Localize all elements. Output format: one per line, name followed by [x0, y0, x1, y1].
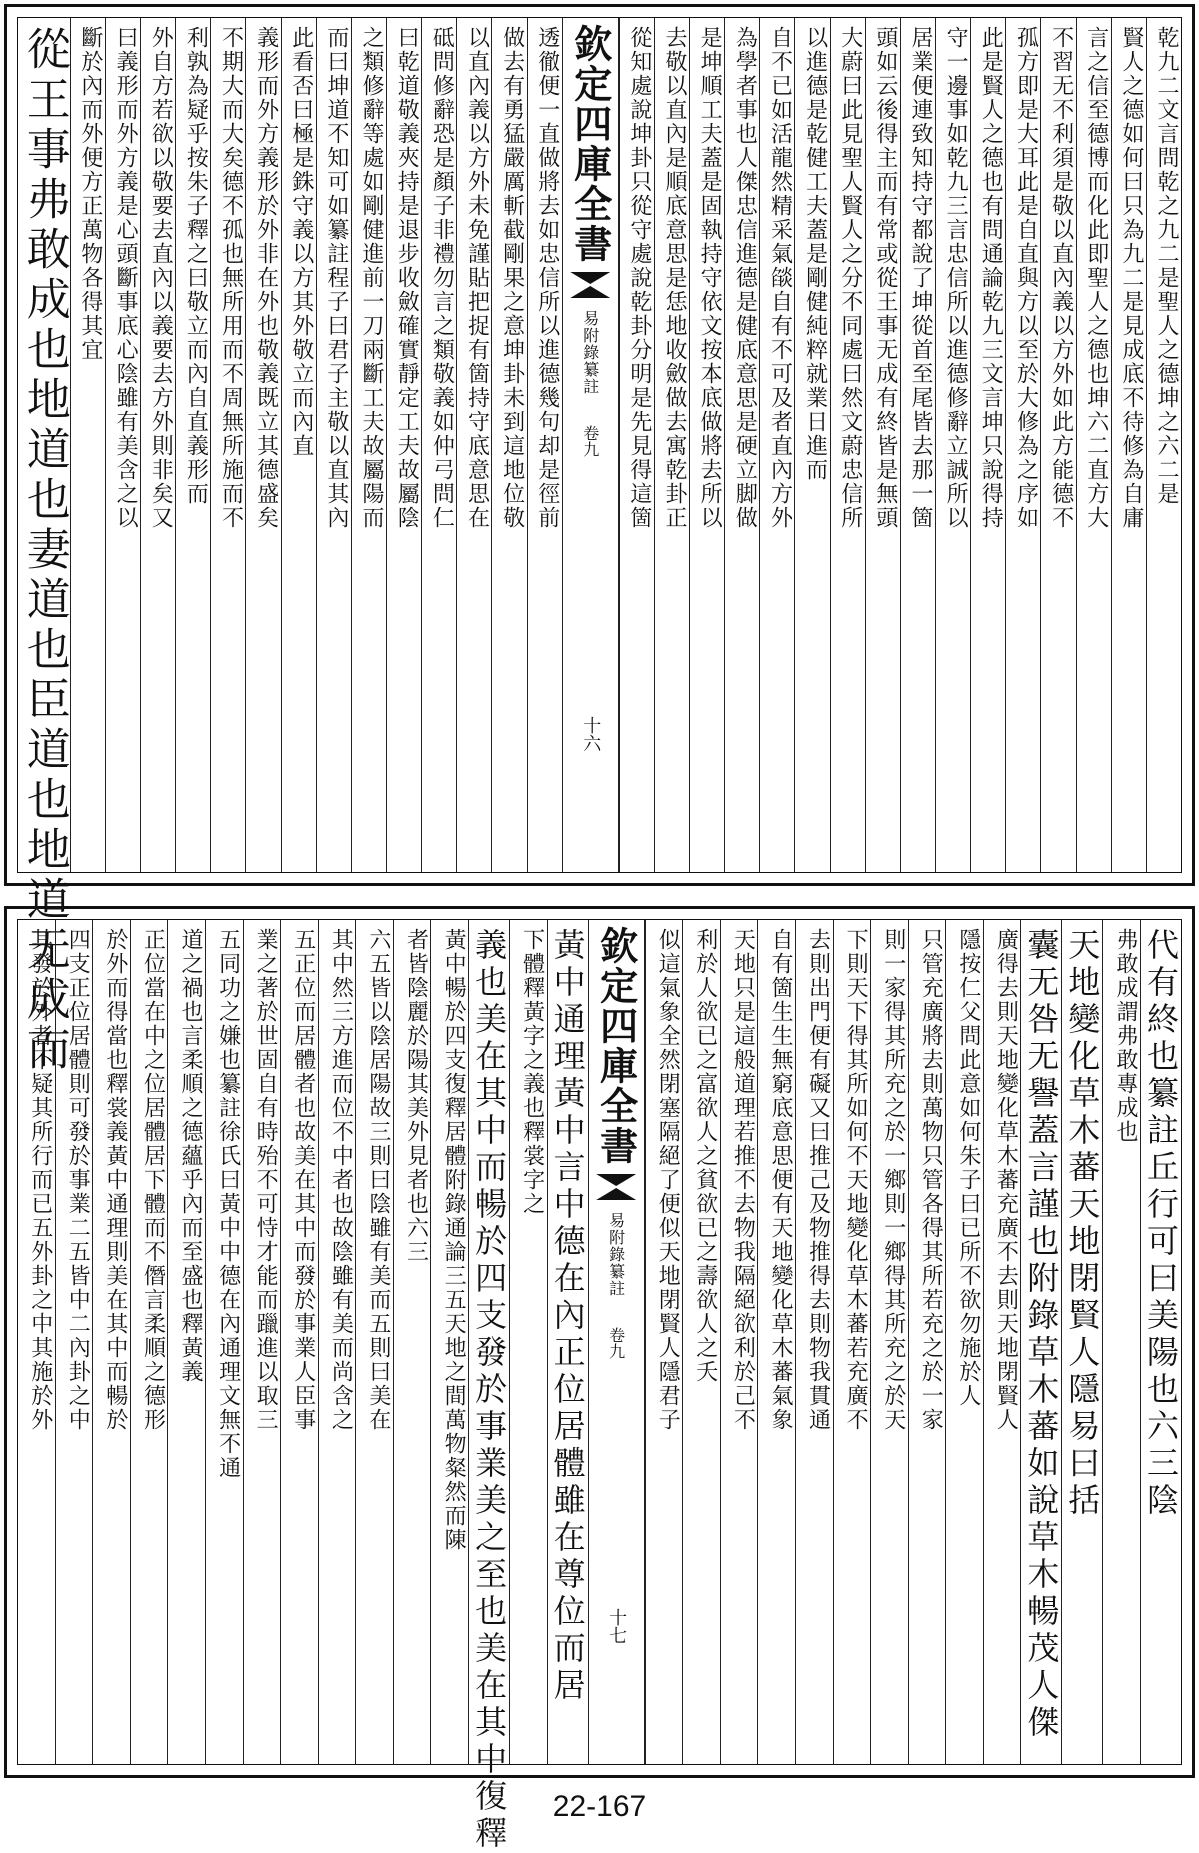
text-column: 其中然三方進而位不中者也故陰雖有美而尚含之 — [318, 920, 356, 1764]
text-column: 頭如云後得主而有常或從王事无成有終皆是無頭 — [865, 18, 900, 872]
text-column: 利孰為疑乎按朱子釋之曰敬立而內自直義形而 — [175, 18, 210, 872]
text-column: 而曰坤道不知可如纂註程子曰君子主敬以直其內 — [316, 18, 351, 872]
text-column: 之類修辭等處如剛健進前一刀兩斷工夫故屬陽而 — [351, 18, 386, 872]
text-column: 乾九二文言問乾之九二是聖人之德坤之六二是 — [1146, 18, 1181, 872]
text-column: 義形而外方義形於外非在外也敬義既立其德盛矣 — [245, 18, 280, 872]
fishtail-ornament-icon — [570, 272, 610, 298]
text-column: 不期大而大矣德不孤也無所用而不周無所施而不 — [210, 18, 245, 872]
text-column: 六五皆以陰居陽故三則曰陰雖有美而五則曰美在 — [355, 920, 393, 1764]
center-fold — [562, 18, 619, 872]
text-column: 透徹便一直做將去如忠信所以進德幾句却是徑前 — [527, 18, 562, 872]
text-column: 去則出門便有礙又曰推己及物推得去則物我貫通 — [795, 920, 833, 1764]
text-column: 道之禍也言柔順之德蘊乎內而至盛也釋黃義 — [167, 920, 205, 1764]
text-column: 弗敢成謂弗敢專成也 — [1102, 920, 1140, 1764]
text-column: 義也美在其中而暢於四支發於事業美之至也美在其中復釋 — [468, 920, 509, 1764]
text-column: 其發於外者不疑其所行而已五外卦之中其施於外 — [27, 928, 53, 1432]
main-text-column: 從王事弗敢成也地道也妻道也臣道也地道无成而 — [18, 26, 70, 1076]
text-column: 砥問修辭恐是顏子非禮勿言之類敬義如仲弓問仁 — [421, 18, 456, 872]
text-column: 隱按仁父問此意如何朱子曰已所不欲勿施於人 — [945, 920, 983, 1764]
juan-label: 卷九 — [606, 1327, 626, 1359]
text-column: 黃中暢於四支復釋居體附錄通論三五天地之間萬物粲然而陳 — [430, 920, 468, 1764]
text-column: 大蔚曰此見聖人賢人之分不同處曰然文蔚忠信所 — [830, 18, 865, 872]
text-column: 者皆陰麗於陽其美外見者也六三 — [393, 920, 431, 1764]
text-column: 天地只是這般道理若推不去物我隔絕欲利於己不 — [720, 920, 758, 1764]
text-column: 此看否曰極是銖守義以方其外敬立而內直 — [281, 18, 316, 872]
text-column: 利於人欲已之富欲人之貧欲已之壽欲人之夭 — [682, 920, 720, 1764]
text-column: 只管充廣將去則萬物只管各得其所若充之於一家 — [908, 920, 946, 1764]
text-column: 孤方即是大耳此是自直與方以至於大修為之序如 — [1005, 18, 1040, 872]
text-column: 曰義形而外方義是心頭斷事底心陰雖有美含之以 — [105, 18, 140, 872]
text-column: 似這氣象全然閉塞隔絕了便似天地閉賢人隱君子 — [645, 920, 683, 1764]
text-column: 下則天下得其所如何不天地變化草木蕃若充廣不 — [833, 920, 871, 1764]
text-column: 黃中通理黃中言中德在內正位居體雖在尊位而居 — [547, 920, 588, 1764]
folio-number: 十七 — [606, 1608, 628, 1644]
text-column: 自不已如活龍然精采氣燄自有不可及者直內方外 — [759, 18, 794, 872]
text-column: 居業便連致知持守都說了坤從首至尾皆去那一箇 — [900, 18, 935, 872]
text-column: 從知處說坤卦只從守處說乾卦分明是先見得這箇 — [619, 18, 654, 872]
folio-number: 十六 — [580, 716, 602, 752]
fishtail-ornament-icon — [596, 1174, 636, 1200]
text-column: 做去有勇猛嚴厲斬截剛果之意坤卦未到這地位敬 — [491, 18, 526, 872]
text-column: 賢人之德如何曰只為九二是見成底不待修為自庸 — [1111, 18, 1146, 872]
text-column: 言之信至德博而化此即聖人之德也坤六二直方大 — [1076, 18, 1111, 872]
book-subtitle: 易附錄纂註 — [580, 310, 600, 395]
page-number: 22-167 — [552, 1790, 647, 1823]
text-column: 守一邊事如乾九三言忠信所以進德修辭立誠所以 — [935, 18, 970, 872]
juan-label: 卷九 — [580, 425, 600, 457]
book-title: 欽定四庫全書 — [567, 24, 613, 264]
text-column: 則一家得其所充之於一鄉則一鄉得其所充之於天 — [870, 920, 908, 1764]
text-column: 去敬以直內是順底意思是恁地收斂做去寓乾卦正 — [654, 18, 689, 872]
text-column: 斷於內而外便方正萬物各得其宜 — [70, 18, 105, 872]
text-column: 五正位而居體者也故美在其中而發於事業人臣事 — [280, 920, 318, 1764]
text-column: 廣得去則天地變化草木蕃充廣不去則天地閉賢人 — [983, 920, 1021, 1764]
text-column: 外自方若欲以敬要去直內以義要去方外則非矣又 — [140, 18, 175, 872]
text-column: 囊无咎无譽蓋言謹也附錄草木蕃如說草木暢茂人傑 — [1020, 920, 1061, 1764]
text-column: 下體釋黃字之義也釋裳字之 — [509, 920, 547, 1764]
text-column: 四支正位居體則可發於事業二五皆中二內卦之中 — [55, 920, 93, 1764]
text-column: 正位當在中之位居體居下體而不僭言柔順之德形 — [130, 920, 168, 1764]
text-column: 業之著於世固自有時殆不可恃才能而躐進以取三 — [243, 920, 281, 1764]
text-column: 不習无不利須是敬以直內義以方外如此方能德不 — [1040, 18, 1075, 872]
center-fold — [588, 920, 645, 1764]
text-column: 曰乾道敬義夾持是退步收斂確實靜定工夫故屬陰 — [386, 18, 421, 872]
text-column: 以直內義以方外未免謹貼把捉有箇持守底意思在 — [456, 18, 491, 872]
text-column: 此是賢人之德也有問通論乾九三文言坤只說得持 — [970, 18, 1005, 872]
text-column: 代有終也纂註丘行可曰美陽也六三陰 — [1140, 920, 1181, 1764]
text-column: 自有箇生生無窮底意思便有天地變化草木蕃氣象 — [757, 920, 795, 1764]
text-column: 天地變化草木蕃天地閉賢人隱易曰括 — [1061, 920, 1102, 1764]
text-column: 是坤順工夫蓋是固執持守依文按本底做將去所以 — [689, 18, 724, 872]
text-column: 於外而得當也釋裳義黃中通理則美在其中而暢於 — [92, 920, 130, 1764]
text-column: 以進德是乾健工夫蓋是剛健純粹就業日進而 — [794, 18, 829, 872]
book-title: 欽定四庫全書 — [593, 926, 639, 1166]
text-column: 五同功之嫌也纂註徐氏曰黃中中德在內通理文無不通 — [205, 920, 243, 1764]
book-subtitle: 易附錄纂註 — [606, 1212, 626, 1297]
text-column: 為學者事也人傑忠信進德是健底意思是硬立脚做 — [724, 18, 759, 872]
